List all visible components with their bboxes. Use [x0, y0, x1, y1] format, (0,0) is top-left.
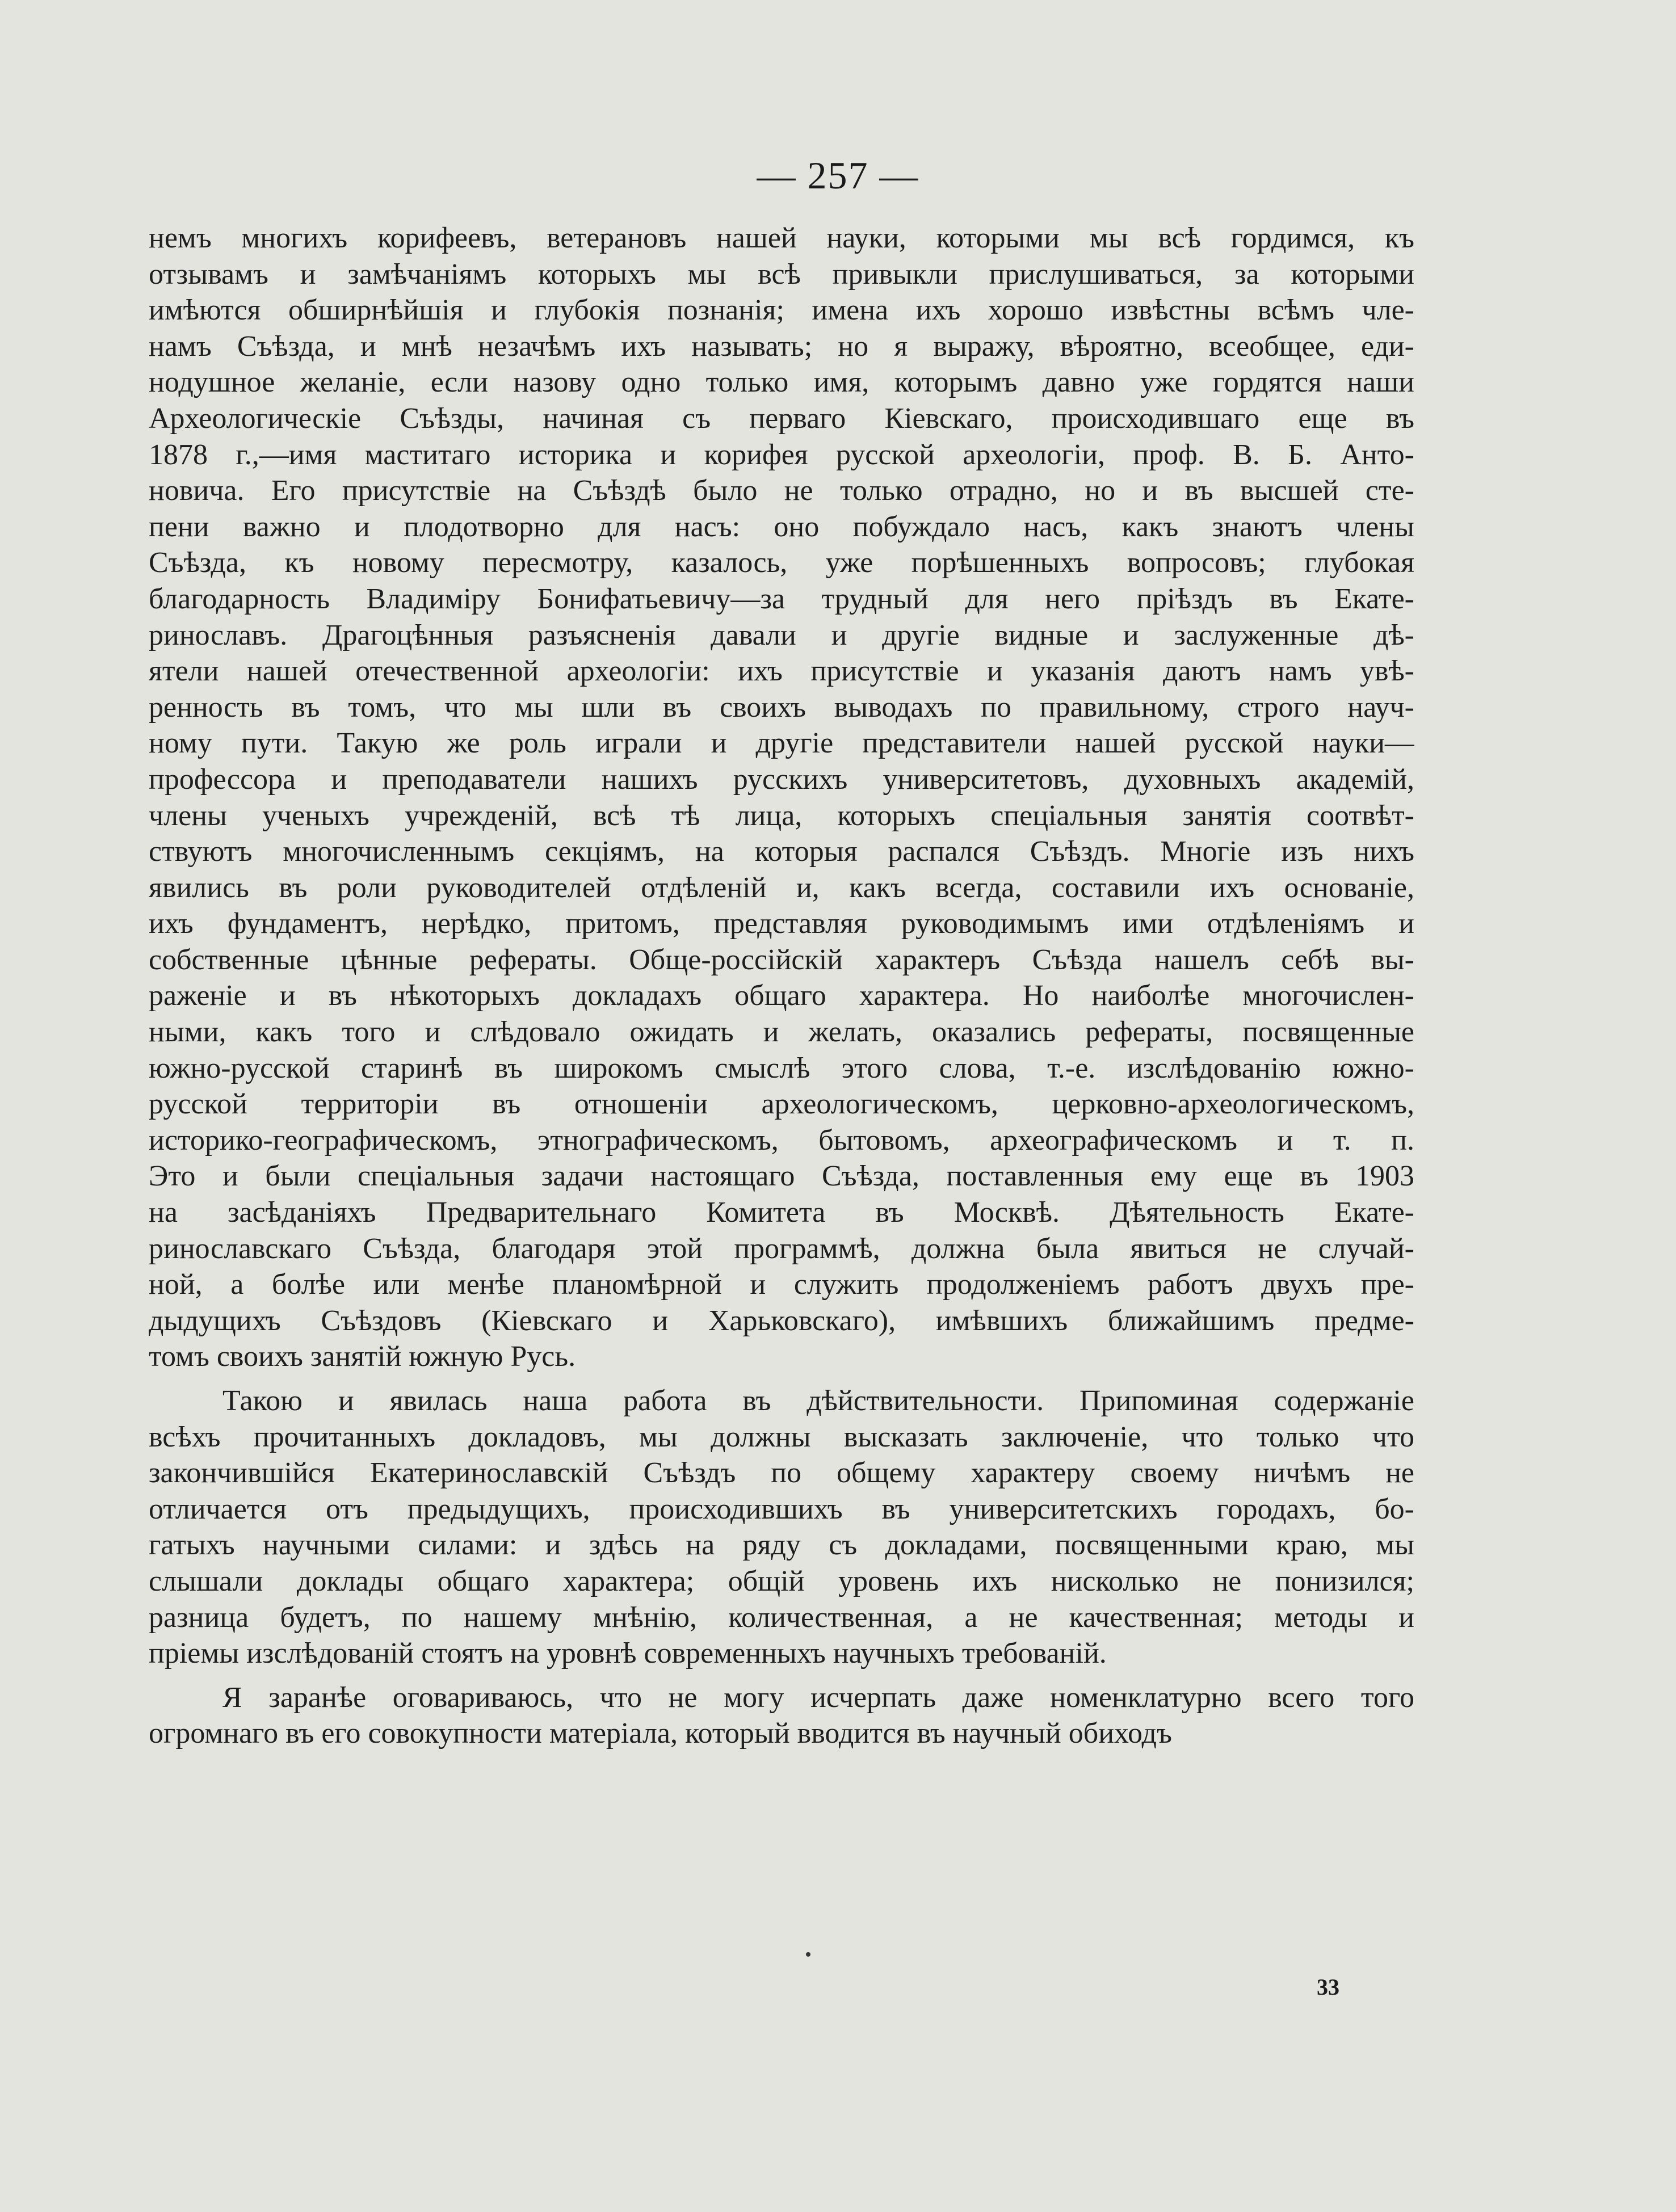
text-line: члены ученыхъ учрежденій, всѣ тѣ лица, которыхъ спеціальныя занятія соотвѣт- — [149, 799, 1414, 832]
text-line: пени важно и плодотворно для насъ: оно побуждало насъ, какъ знаютъ члены — [149, 510, 1414, 543]
text-line: отличается отъ предыдущихъ, происходившихъ въ университетскихъ городахъ, бо- — [149, 1492, 1414, 1525]
text-line: отзывамъ и замѣчаніямъ которыхъ мы всѣ привыкли прислушиваться, за которыми — [149, 258, 1414, 291]
page-number: — 257 — — [757, 154, 919, 197]
paragraph — [149, 220, 1414, 1375]
text-line: гатыхъ научными силами: и здѣсь на ряду съ докладами, посвященными краю, мы — [149, 1529, 1414, 1562]
paragraph-gap — [149, 1375, 1414, 1383]
text-line: дыдущихъ Съѣздовъ (Кіевскаго и Харьковскаго), имѣвшихъ ближайшимъ предме- — [149, 1304, 1414, 1337]
text-line: раженіе и въ нѣкоторыхъ докладахъ общаго характера. Но наиболѣе многочислен- — [149, 979, 1414, 1012]
signature-mark: 33 — [1317, 1974, 1339, 2000]
text-line: южно-русской старинѣ въ широкомъ смыслѣ этого слова, т.-е. изслѣдованію южно- — [149, 1052, 1414, 1084]
text-line: имѣются обширнѣйшія и глубокія познанія; имена ихъ хорошо извѣстны всѣмъ чле- — [149, 294, 1414, 327]
text-line: слышали доклады общаго характера; общій уровень ихъ нисколько не понизился; — [149, 1565, 1414, 1597]
text-line: всѣхъ прочитанныхъ докладовъ, мы должны высказать заключеніе, что только что — [149, 1420, 1414, 1453]
paragraph — [149, 1680, 1414, 1752]
text-line: томъ своихъ занятій южную Русь. — [149, 1340, 576, 1373]
text-line: явились въ роли руководителей отдѣленій и, какъ всегда, составили ихъ основаніе, — [149, 871, 1414, 904]
text-line: ринославскаго Съѣзда, благодаря этой программѣ, должна была явиться не случай- — [149, 1232, 1414, 1265]
text-line: ствуютъ многочисленнымъ секціямъ, на которыя распался Съѣздъ. Многіе изъ нихъ — [149, 835, 1414, 868]
text-line: профессора и преподаватели нашихъ русскихъ университетовъ, духовныхъ академій, — [149, 763, 1414, 796]
text-line: ринославъ. Драгоцѣнныя разъясненія давали и другіе видные и заслуженные дѣ- — [149, 619, 1414, 651]
text-line: намъ Съѣзда, и мнѣ незачѣмъ ихъ называть; но я выражу, вѣроятно, всеобщее, еди- — [149, 330, 1414, 363]
text-line: Я заранѣе оговариваюсь, что не могу исчерпать даже номенклатурно всего того — [222, 1681, 1414, 1714]
text-line: Такою и явилась наша работа въ дѣйствительности. Припоминая содержаніе — [222, 1385, 1414, 1417]
text-line: ятели нашей отечественной археологіи: ихъ присутствіе и указанія даютъ намъ увѣ- — [149, 655, 1414, 688]
body-text — [149, 220, 1414, 1752]
text-line: ному пути. Такую же роль играли и другіе представители нашей русской науки— — [149, 727, 1414, 760]
text-line: Это и были спеціальныя задачи настоящаго Съѣзда, поставленныя ему еще въ 1903 — [149, 1160, 1414, 1193]
text-line: историко-географическомъ, этнографическомъ, бытовомъ, археографическомъ и т. п. — [149, 1124, 1414, 1157]
text-line: немъ многихъ корифеевъ, ветерановъ нашей науки, которыми мы всѣ гордимся, къ — [149, 222, 1414, 254]
text-line: русской территоріи въ отношеніи археологическомъ, церковно-археологическомъ, — [149, 1088, 1414, 1121]
text-line: пріемы изслѣдованій стоятъ на уровнѣ современныхъ научныхъ требованій. — [149, 1637, 1107, 1670]
text-line: огромнаго въ его совокупности матеріала, который вводится въ научный обиходъ — [149, 1717, 1172, 1750]
text-line: закончившійся Екатеринославскій Съѣздъ по общему характеру своему ничѣмъ не — [149, 1457, 1414, 1490]
text-line: ной, а болѣе или менѣе планомѣрной и служить продолженіемъ работъ двухъ пре- — [149, 1268, 1414, 1301]
text-line: ными, какъ того и слѣдовало ожидать и желать, оказались рефераты, посвященные — [149, 1016, 1414, 1049]
text-line: ренность въ томъ, что мы шли въ своихъ выводахъ по правильному, строго науч- — [149, 691, 1414, 724]
text-line: нодушное желаніе, если назову одно только имя, которымъ давно уже гордятся наши — [149, 366, 1414, 399]
text-line: на засѣданіяхъ Предварительнаго Комитета въ Москвѣ. Дѣятельность Екате- — [149, 1196, 1414, 1229]
text-line: благодарность Владиміру Бонифатьевичу—за трудный для него пріѣздъ въ Екате- — [149, 582, 1414, 615]
text-line: Археологическіе Съѣзды, начиная съ перваго Кіевскаго, происходившаго еще въ — [149, 402, 1414, 435]
text-line: ихъ фундаментъ, нерѣдко, притомъ, представляя руководимымъ ими отдѣленіямъ и — [149, 907, 1414, 940]
text-line: собственные цѣнные рефераты. Обще-россійскій характеръ Съѣзда нашелъ себѣ вы- — [149, 943, 1414, 976]
text-line: новича. Его присутствіе на Съѣздѣ было не только отрадно, но и въ высшей сте- — [149, 474, 1414, 507]
paragraph — [149, 1383, 1414, 1672]
text-line: разница будетъ, по нашему мнѣнію, количественная, а не качественная; методы и — [149, 1601, 1414, 1634]
text-line: Съѣзда, къ новому пересмотру, казалось, уже порѣшенныхъ вопросовъ; глубокая — [149, 546, 1414, 579]
text-line: 1878 г.,—имя маститаго историка и корифея русской археологіи, проф. В. Б. Анто- — [149, 438, 1414, 471]
paragraph-gap — [149, 1672, 1414, 1680]
ink-dot — [806, 1952, 810, 1957]
